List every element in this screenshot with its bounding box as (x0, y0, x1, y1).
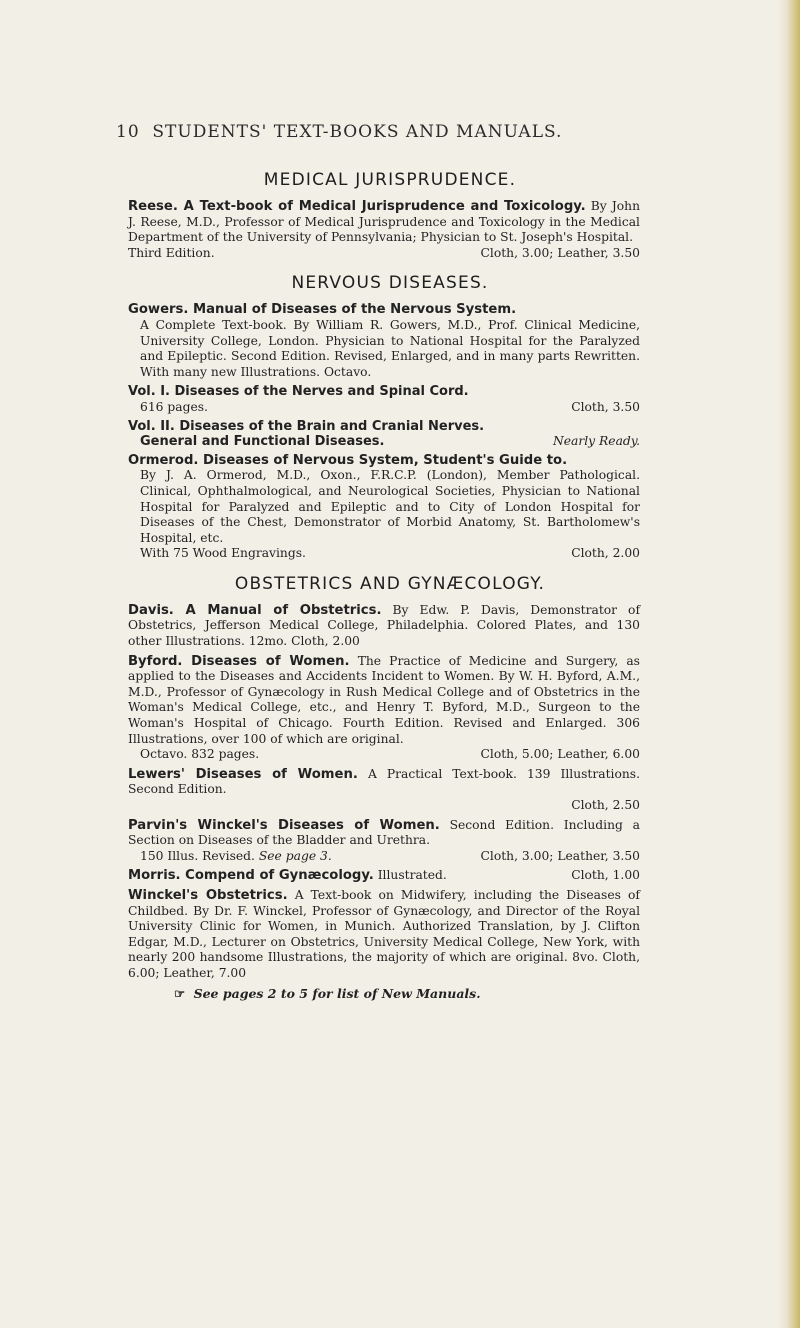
price-row (128, 400, 640, 416)
entry-head: Winckel's Obstetrics. (128, 887, 288, 903)
price-row (128, 798, 640, 814)
entry-head: Byford. Diseases of Women. (128, 653, 350, 669)
section-title-jurisprudence: MEDICAL JURISPRUDENCE. (263, 170, 517, 190)
section-title-obstetrics: OBSTETRICS AND GYNÆCOLOGY. (234, 573, 546, 594)
footer-text: See pages 2 to 5 for list of New Manuals. (193, 985, 481, 1001)
entry-detail: With 75 Wood Engravings. (140, 546, 306, 561)
entry-gowers (128, 302, 640, 380)
entry-head: Gowers. Manual of Diseases of the Nervous System. (128, 302, 517, 318)
entry-lewers (128, 767, 640, 814)
running-title: STUDENTS' TEXT-BOOKS AND MANUALS. (152, 122, 563, 142)
entry-price: Cloth, 5.00; Leather, 6.00 (480, 747, 640, 762)
price-row (128, 546, 640, 562)
entry-price: Cloth, 3.00; Leather, 3.50 (480, 245, 640, 260)
entry-parvin (128, 818, 640, 865)
running-head (116, 122, 636, 142)
entry-morris (128, 868, 640, 884)
price-row (128, 246, 640, 262)
entry-body: A Text-book on Midwifery, including the Diseases of Childbed. By Dr. F. Winckel, Professor of Gynæcology, and Director of the Royal University Clinic for Women, in Munich. Authorized Translation, by J. Clifton Edgar, M.D., Lecturer on Obstetrics, University Medical College, New York, with nearly 200 handsome Illustrations, the majority of which are original. 8vo. Cloth, 6.00; Leather, 7.00 (128, 887, 640, 980)
see-page-link[interactable]: See page 3. (258, 848, 332, 863)
entry-body: By John J. Reese, M.D., Professor of Medical Jurisprudence and Toxicology in the Medical Department of the University of Pennsylvania; Physician to St. Joseph's Hospital. (128, 199, 640, 245)
section-title-nervous: NERVOUS DISEASES. (291, 273, 489, 294)
entry-price: Cloth, 1.00 (571, 868, 640, 883)
catalog-content (128, 158, 640, 1001)
entry-winckel (128, 888, 640, 982)
entry-body: Second Edition. Including a Section on Diseases of the Bladder and Urethra. (128, 817, 640, 848)
page-edge (778, 0, 800, 1328)
entry-body: A Practical Text-book. 139 Illustrations. Second Edition. (128, 766, 640, 797)
volume-head: Vol. I. Diseases of the Nerves and Spinal Cord. (128, 384, 469, 400)
entry-head: Parvin's Winckel's Diseases of Women. (128, 817, 440, 833)
footer-note (128, 986, 640, 1001)
entry-price: Cloth, 2.50 (571, 798, 640, 812)
entry-price: Cloth, 2.00 (571, 546, 640, 561)
entry-head: Reese. A Text-book of Medical Jurisprudence and Toxicology. (128, 199, 586, 214)
price-row (128, 434, 640, 450)
entry-body: By Edw. P. Davis, Demonstrator of Obstetrics, Jefferson Medical College, Philadelphia. Colored Plates, and 130 other Illustrations. 12mo. Cloth, 2.00 (128, 602, 640, 649)
price-row (128, 868, 640, 884)
volume-status: Nearly Ready. (553, 434, 640, 449)
pointing-hand-icon: ☞ (174, 985, 186, 1001)
page-number: 10 (116, 122, 140, 142)
entry-body: By J. A. Ormerod, M.D., Oxon., F.R.C.P. (London), Member Pathological. Clinical, Ophthalmological, and Neurological Societies, Physician to National Hospital for Paralyzed and Epileptic and to City of London Hospital for Diseases of the Chest, Demonstrator of Morbid Anatomy, St. Bartholomew's Hospital, etc. (140, 468, 640, 545)
entry-detail: Octavo. 832 pages. (140, 747, 260, 762)
volume-2 (128, 419, 640, 450)
entry-byford (128, 654, 640, 763)
entry-ormerod (128, 453, 640, 562)
volume-subtitle: General and Functional Diseases. (140, 434, 385, 450)
volume-price: Cloth, 3.50 (571, 399, 640, 414)
entry-detail: 150 Illus. Revised. (140, 848, 255, 863)
entry-head: Morris. Compend of Gynæcology. (128, 868, 374, 884)
entry-edition: Third Edition. (128, 245, 215, 260)
entry-body: The Practice of Medicine and Surgery, as applied to the Diseases and Accidents Incident to Women. By W. H. Byford, A.M., M.D., Professor of Gynæcology in Rush Medical College and of Obstetrics in the Woman's Medical College, etc., and Henry T. Byford, M.D., Surgeon to the Woman's Hospital of Chicago. Fourth Edition. Revised and Enlarged. 306 Illustrations, over 100 of which are original. (128, 653, 640, 746)
volume-1 (128, 384, 640, 415)
volume-head: Vol. II. Diseases of the Brain and Cranial Nerves. (128, 418, 485, 434)
price-row (128, 747, 640, 763)
volume-pages: 616 pages. (140, 399, 208, 414)
entry-detail: Illustrated. (377, 868, 447, 883)
entry-reese (128, 199, 640, 261)
entry-davis (128, 603, 640, 650)
entry-price: Cloth, 3.00; Leather, 3.50 (480, 848, 640, 863)
price-row (128, 849, 640, 865)
entry-body: A Complete Text-book. By William R. Gowers, M.D., Prof. Clinical Medicine, University College, London. Physician to National Hospital for the Paralyzed and Epileptic. Second Edition. Revised, Enlarged, and in many parts Rewritten. With many new Illustrations. Octavo. (140, 317, 640, 379)
entry-head: Lewers' Diseases of Women. (128, 766, 358, 782)
entry-head: Davis. A Manual of Obstetrics. (128, 602, 382, 618)
entry-head: Ormerod. Diseases of Nervous System, Student's Guide to. (128, 452, 568, 468)
